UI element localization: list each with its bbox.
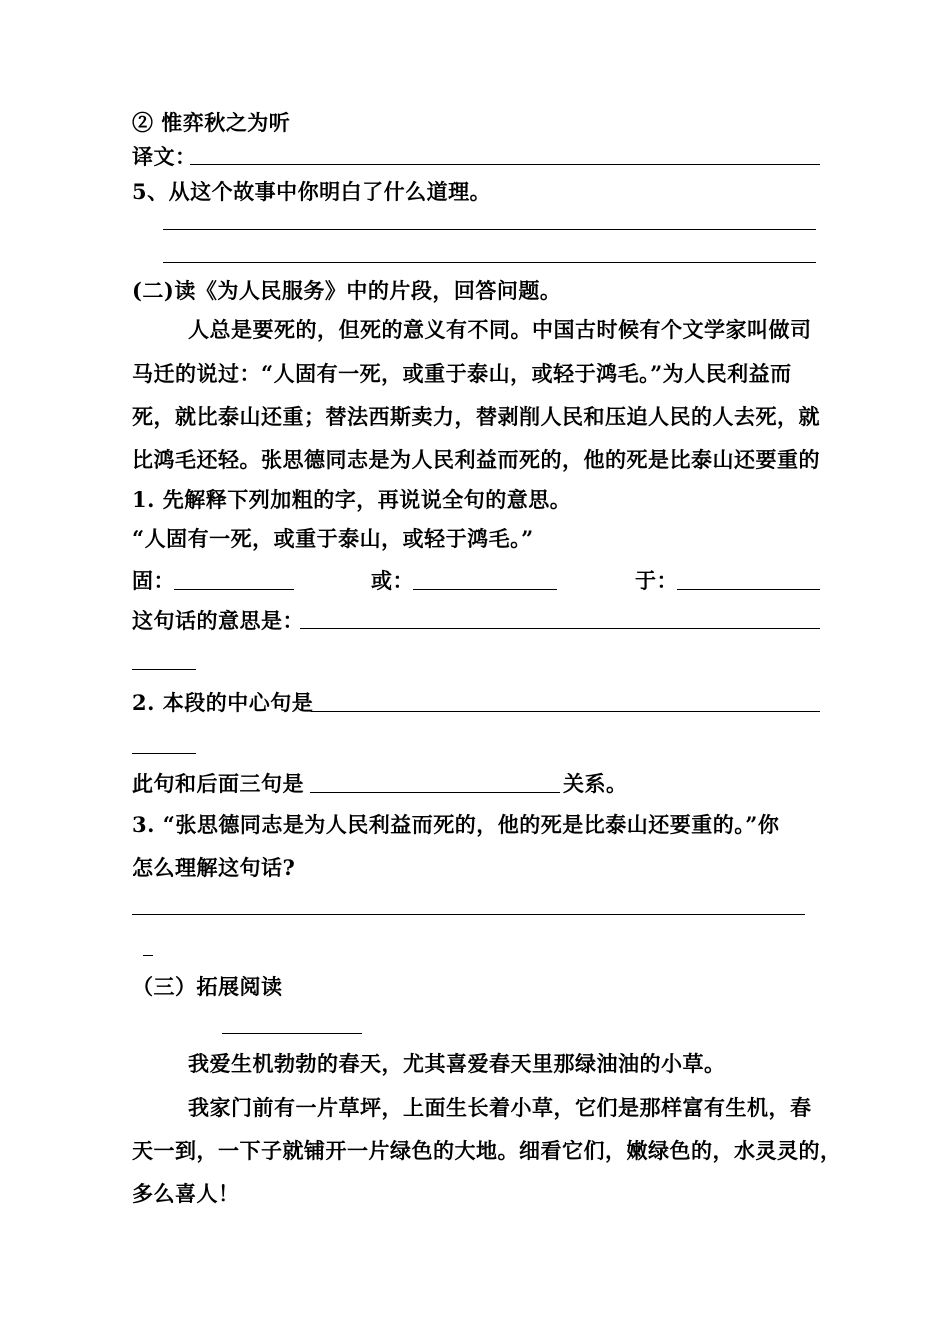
relation-suffix: 关系。: [563, 771, 628, 796]
yu-answer-line[interactable]: [677, 589, 820, 590]
central-sentence-line[interactable]: [311, 711, 820, 712]
q5-answer-line-2[interactable]: [163, 262, 816, 263]
passage-line-1: 人总是要死的，但死的意义有不同。中国古时候有个文学家叫做司: [188, 317, 812, 342]
passage-line-2: 马迁的说过：“人固有一死，或重于泰山，或轻于鸿毛。”为人民利益而: [132, 361, 792, 386]
meaning-label: 这句话的意思是：: [132, 608, 304, 633]
relation-prefix: 此句和后面三句是: [132, 771, 304, 796]
section3-heading: （三）拓展阅读: [132, 974, 283, 999]
q1-quote: “人固有一死，或重于泰山，或轻于鸿毛。”: [132, 526, 534, 551]
meaning-answer-line[interactable]: [300, 628, 820, 629]
q3-answer-line[interactable]: [132, 914, 805, 915]
gu-label: 固：: [132, 568, 175, 593]
q3-line-2: 怎么理解这句话?: [132, 855, 296, 880]
yu-label: 于：: [635, 568, 678, 593]
q2-prompt: 2. 本段的中心句是: [132, 690, 314, 715]
reading-para-2-line-3: 多么喜人！: [132, 1181, 240, 1206]
passage-line-3: 死，就比泰山还重；替法西斯卖力，替剥削人民和压迫人民的人去死，就: [132, 404, 820, 429]
reading-title-line[interactable]: [222, 1033, 362, 1034]
huo-label: 或：: [371, 568, 414, 593]
passage-line-4: 比鸿毛还轻。张思德同志是为人民利益而死的，他的死是比泰山还要重的: [132, 447, 820, 472]
central-sentence-line-cont[interactable]: [132, 753, 196, 754]
q4-item-2: ② 惟弈秋之为听: [132, 110, 291, 135]
reading-para-1: 我爱生机勃勃的春天，尤其喜爱春天里那绿油油的小草。: [188, 1051, 726, 1076]
meaning-answer-line-cont[interactable]: [132, 669, 196, 670]
section2-heading: (二)读《为人民服务》中的片段，回答问题。: [132, 278, 562, 303]
q5-prompt: 5、从这个故事中你明白了什么道理。: [132, 179, 492, 204]
gu-answer-line[interactable]: [174, 589, 294, 590]
translation-answer-line[interactable]: [190, 164, 820, 165]
translation-label: 译文：: [132, 144, 197, 169]
reading-para-2-line-2: 天一到，一下子就铺开一片绿色的大地。细看它们，嫩绿色的，水灵灵的，: [132, 1138, 842, 1163]
q1-prompt: 1. 先解释下列加粗的字，再说说全句的意思。: [132, 487, 572, 512]
q3-line-1: 3. “张思德同志是为人民利益而死的，他的死是比泰山还要重的。”你: [132, 812, 780, 837]
relation-answer-line[interactable]: [310, 792, 560, 793]
reading-para-2-line-1: 我家门前有一片草坪，上面生长着小草，它们是那样富有生机，春: [188, 1095, 812, 1120]
q3-answer-line-cont[interactable]: [143, 955, 153, 956]
huo-answer-line[interactable]: [413, 589, 557, 590]
q5-answer-line-1[interactable]: [163, 229, 816, 230]
